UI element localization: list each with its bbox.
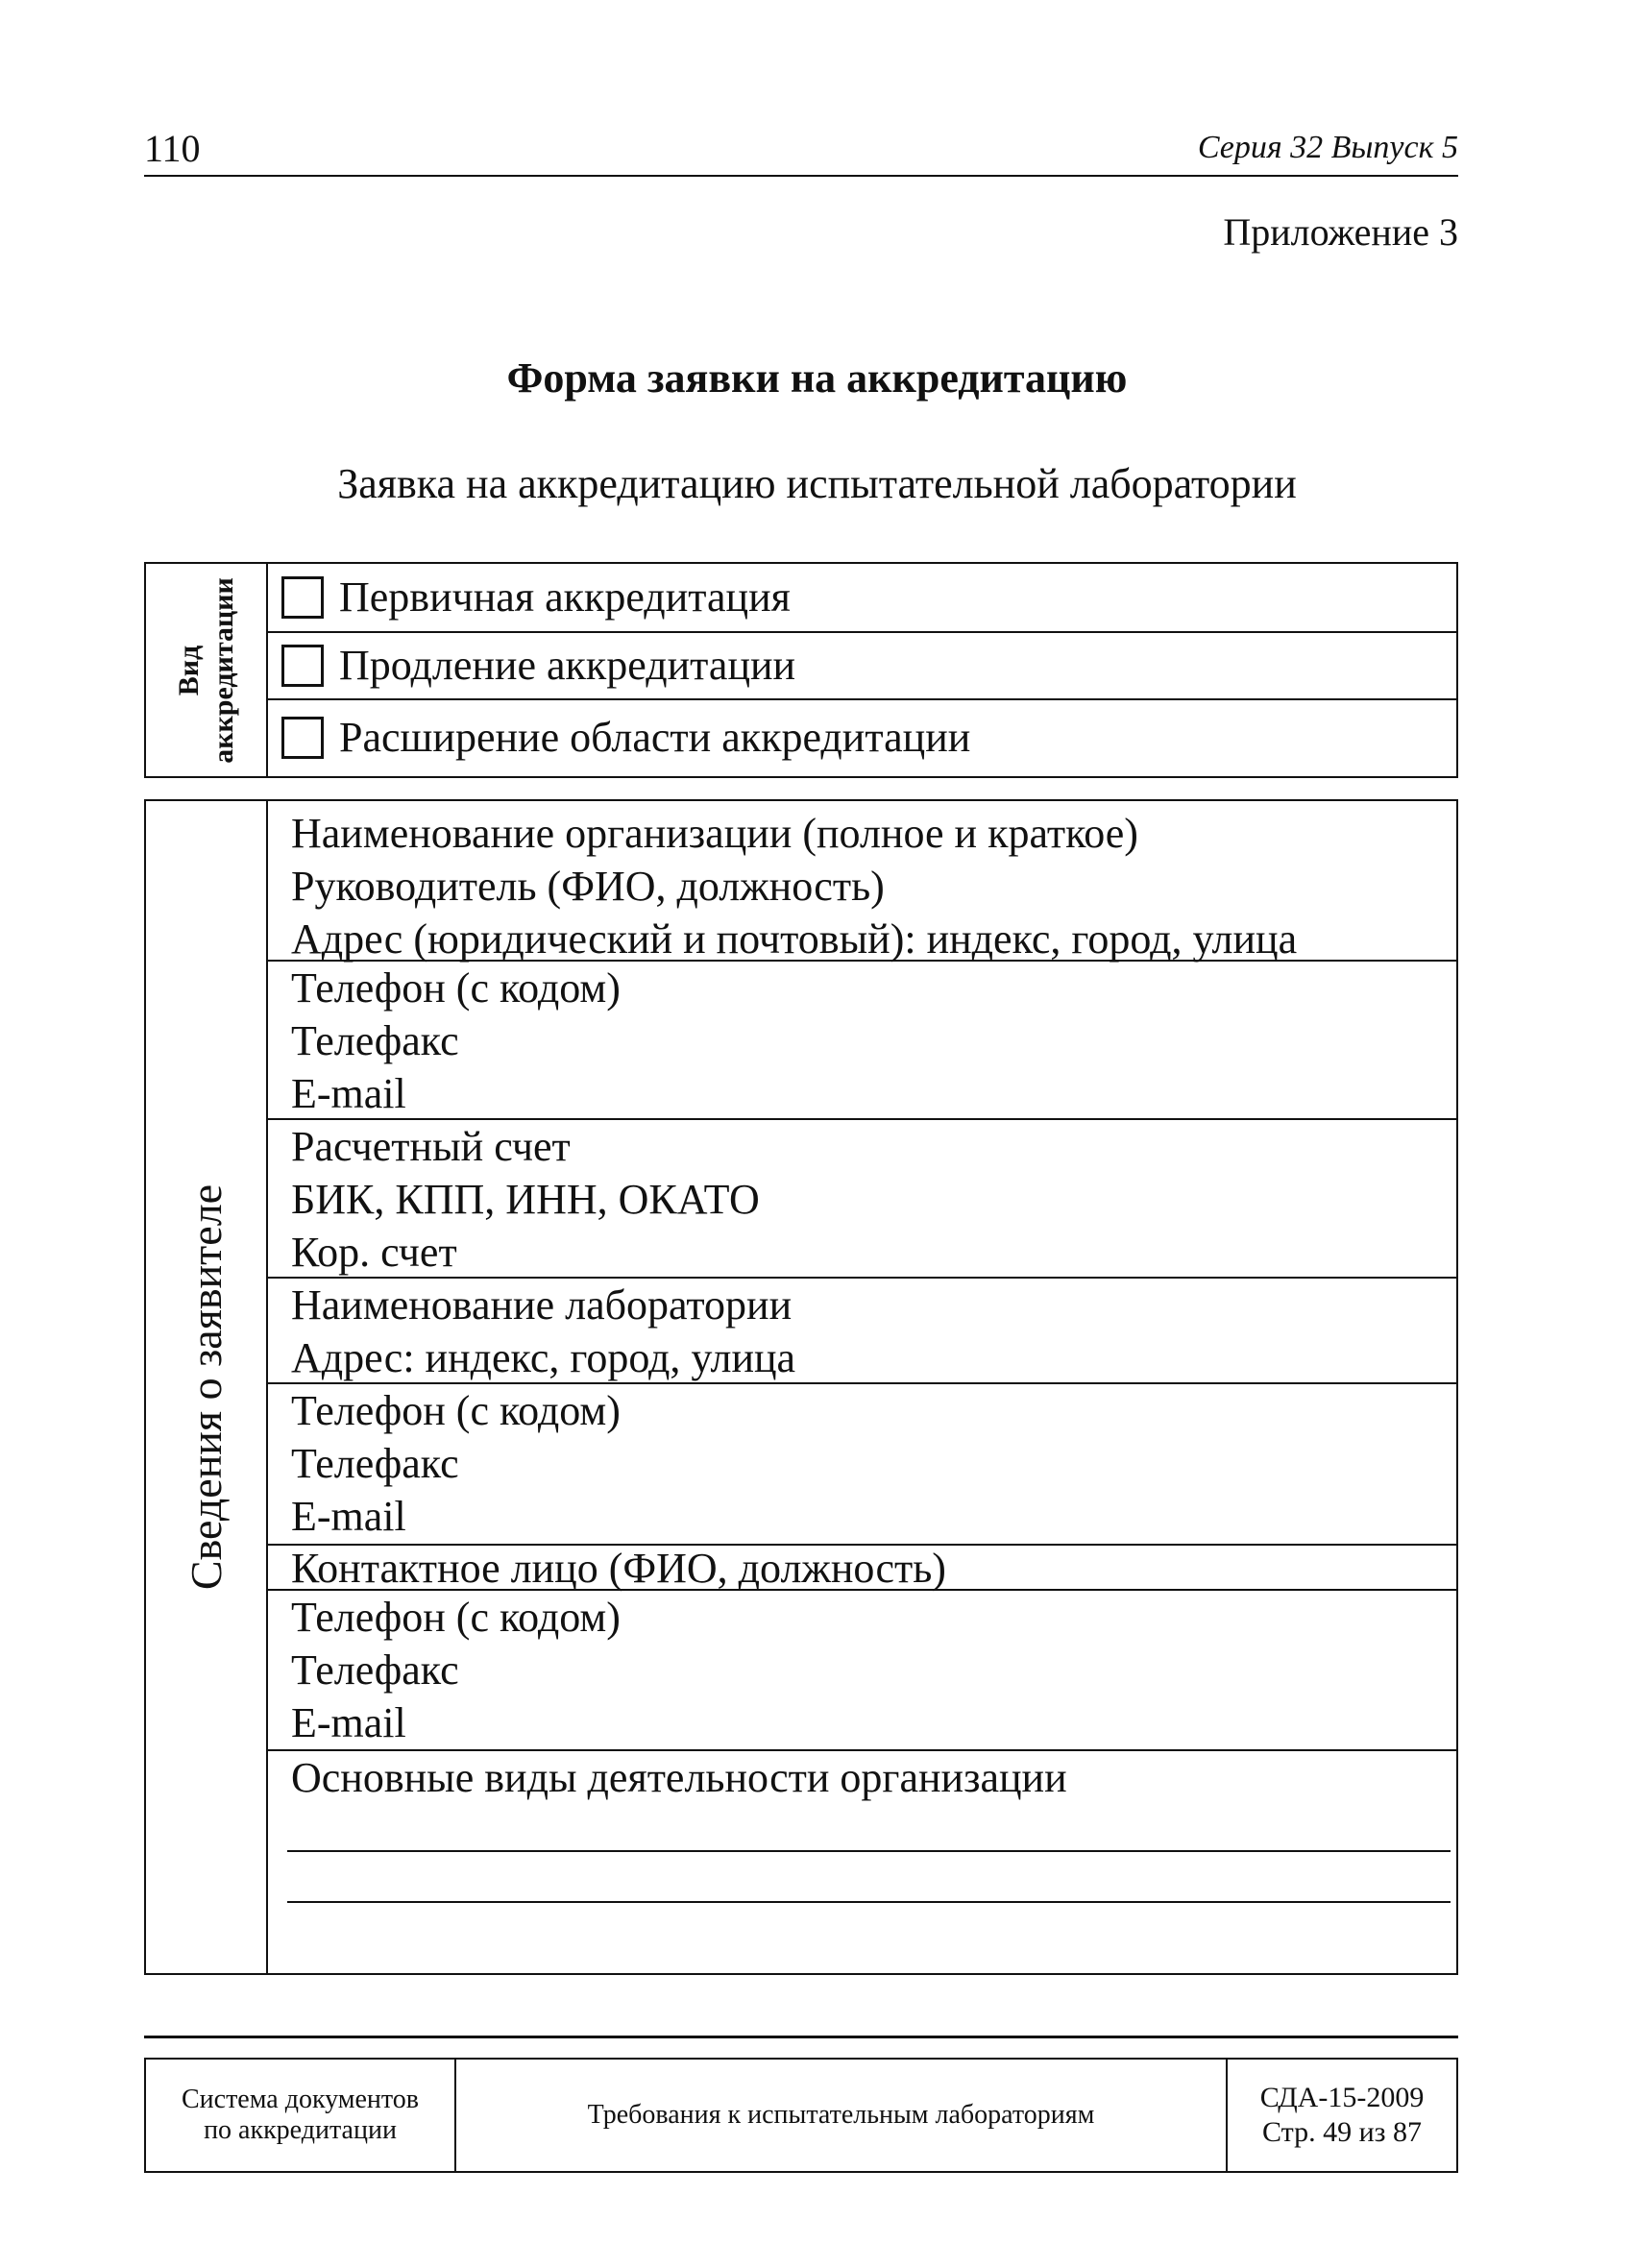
field-organization-name[interactable]: Наименование организации (полное и краткое): [291, 810, 1138, 857]
checkbox-extension[interactable]: [281, 717, 324, 759]
footer-title: Требования к испытательным лабораториям: [587, 2100, 1095, 2130]
footer-page-info: Стр. 49 из 87: [1262, 2116, 1422, 2148]
appendix-label: Приложение 3: [1223, 210, 1458, 254]
form-subtitle: Заявка на аккредитацию испытательной лаборатории: [337, 460, 1297, 507]
info-block-contact-person-contacts: [268, 1589, 1456, 1749]
option-row-renewal[interactable]: [268, 631, 1456, 698]
option-row-extension[interactable]: [268, 698, 1456, 775]
info-block-bank-details: [268, 1118, 1456, 1277]
accreditation-type-options: [268, 564, 1456, 776]
applicant-info-label-cell: [146, 801, 268, 1973]
footer-system-line2: по аккредитации: [204, 2115, 397, 2145]
info-block-lab-contacts: [268, 1382, 1456, 1544]
footer-doc-cell: [1228, 2060, 1456, 2171]
accreditation-type-label: [172, 577, 241, 764]
footer-table: [144, 2058, 1458, 2173]
option-label-renewal: Продление аккредитации: [339, 642, 796, 689]
field-lab-fax[interactable]: Телефакс: [291, 1440, 459, 1487]
field-org-phone[interactable]: Телефон (с кодом): [291, 964, 621, 1012]
blank-entry-line-2[interactable]: [287, 1901, 1451, 1903]
info-block-main-activities: [268, 1749, 1456, 1972]
option-row-primary[interactable]: [268, 564, 1456, 631]
accreditation-type-label-cell: [146, 564, 268, 776]
field-director[interactable]: Руководитель (ФИО, должность): [291, 863, 885, 910]
field-legal-address[interactable]: Адрес (юридический и почтовый): индекс, город, улица: [291, 915, 1298, 963]
field-org-fax[interactable]: Телефакс: [291, 1017, 459, 1064]
applicant-info-table: [144, 799, 1458, 1975]
form-title: Форма заявки на аккредитацию: [506, 354, 1128, 402]
field-bank-codes[interactable]: БИК, КПП, ИНН, ОКАТО: [291, 1176, 760, 1223]
applicant-info-label: Сведения о заявителе: [181, 1183, 231, 1591]
footer-system-line1: Система документов: [181, 2085, 419, 2114]
accreditation-type-label-line1: Вид: [172, 645, 205, 695]
footer-title-cell: [456, 2060, 1228, 2171]
field-contact-fax[interactable]: Телефакс: [291, 1646, 459, 1694]
option-label-primary: Первичная аккредитация: [339, 573, 791, 621]
accreditation-type-table: [144, 562, 1458, 778]
page-number: 110: [144, 127, 201, 170]
field-main-activities: Основные виды деятельности организации: [291, 1754, 1067, 1801]
field-laboratory-name[interactable]: Наименование лаборатории: [291, 1281, 793, 1329]
accreditation-type-label-line2: аккредитации: [207, 576, 239, 764]
footer-system-cell: [146, 2060, 456, 2171]
info-block-contact-person: [268, 1544, 1456, 1592]
footer-doc-code: СДА-15-2009: [1259, 2082, 1425, 2113]
field-org-email[interactable]: E-mail: [291, 1070, 406, 1117]
checkbox-primary[interactable]: [281, 576, 324, 619]
field-lab-phone[interactable]: Телефон (с кодом): [291, 1387, 621, 1434]
field-settlement-account[interactable]: Расчетный счет: [291, 1123, 571, 1170]
footer-divider: [144, 2036, 1458, 2038]
info-block-org-contacts: [268, 960, 1456, 1118]
option-label-extension: Расширение области аккредитации: [339, 714, 971, 761]
field-contact-person[interactable]: Контактное лицо (ФИО, должность): [291, 1545, 946, 1592]
checkbox-renewal[interactable]: [281, 645, 324, 687]
applicant-info-fields: [268, 801, 1456, 1973]
field-contact-phone[interactable]: Телефон (с кодом): [291, 1594, 621, 1641]
series-label: Серия 32 Выпуск 5: [1197, 130, 1458, 165]
field-lab-email[interactable]: E-mail: [291, 1493, 406, 1540]
field-laboratory-address[interactable]: Адрес: индекс, город, улица: [291, 1334, 796, 1381]
field-contact-email[interactable]: E-mail: [291, 1699, 406, 1746]
info-block-organization: [268, 801, 1456, 963]
field-corr-account[interactable]: Кор. счет: [291, 1229, 457, 1276]
header-divider: [144, 175, 1458, 177]
info-block-laboratory: [268, 1277, 1456, 1382]
blank-entry-line-1[interactable]: [287, 1850, 1451, 1852]
